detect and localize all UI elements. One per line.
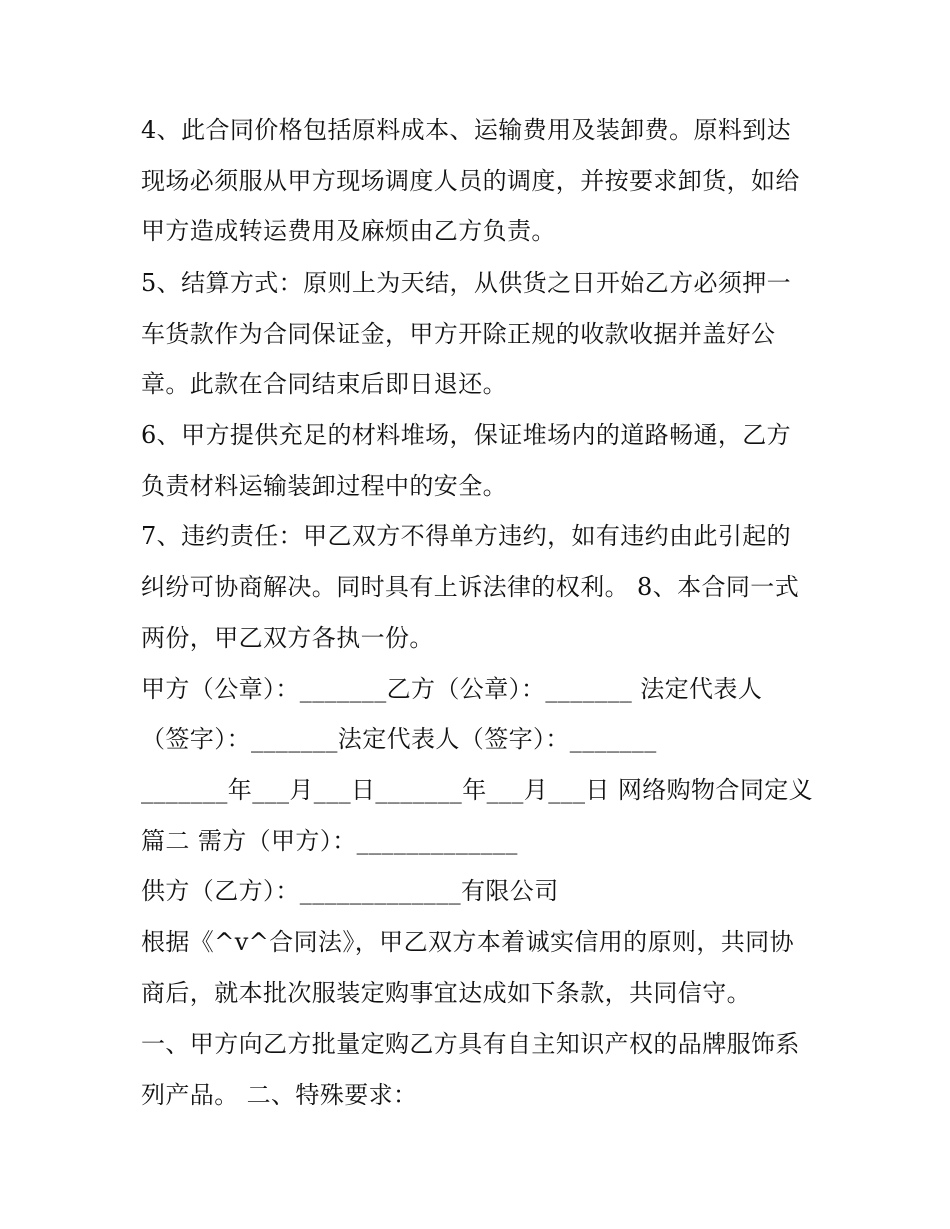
date-line: _______年___月___日_______年___月___日 网络购物合同定义 <box>141 776 814 804</box>
text-line: 5、结算方式：原则上为天结，从供货之日开始乙方必须押一 <box>141 269 792 297</box>
text-line: 供方（乙方）：_____________有限公司 <box>141 877 559 905</box>
text-line: 6、甲方提供充足的材料堆场，保证堆场内的道路畅通，乙方 <box>141 421 792 449</box>
text-line: 一、甲方向乙方批量定购乙方具有自主知识产权的品牌服饰系 <box>141 1030 800 1058</box>
text-line: 根据《^v^合同法》，甲乙双方本着诚实信用的原则，共同协 <box>141 928 794 956</box>
signature-line: （签字）：_______法定代表人（签字）：_______ <box>141 725 657 753</box>
text-line: 章。此款在合同结束后即日退还。 <box>141 370 507 398</box>
text-line: 现场必须服从甲方现场调度人员的调度，并按要求卸货，如给 <box>141 167 800 195</box>
text-line: 7、违约责任：甲乙双方不得单方违约，如有违约由此引起的 <box>141 522 792 550</box>
text-line: 甲方造成转运费用及麻烦由乙方负责。 <box>141 217 556 245</box>
text-line: 负责材料运输装卸过程中的安全。 <box>141 472 507 500</box>
text-line: 列产品。 二、特殊要求： <box>141 1081 418 1109</box>
text-line: 纠纷可协商解决。同时具有上诉法律的权利。 8、本合同一式 <box>141 573 800 601</box>
signature-line: 甲方（公章）：_______乙方（公章）：_______ 法定代表人 <box>141 675 763 703</box>
text-line: 两份，甲乙双方各执一份。 <box>141 624 434 652</box>
text-line: 4、此合同价格包括原料成本、运输费用及装卸费。原料到达 <box>141 116 792 144</box>
text-line: 商后，就本批次服装定购事宜达成如下条款，共同信守。 <box>141 979 751 1007</box>
text-line: 车货款作为合同保证金，甲方开除正规的收款收据并盖好公 <box>141 320 776 348</box>
text-line: 篇二 需方（甲方）：_____________ <box>141 827 518 855</box>
